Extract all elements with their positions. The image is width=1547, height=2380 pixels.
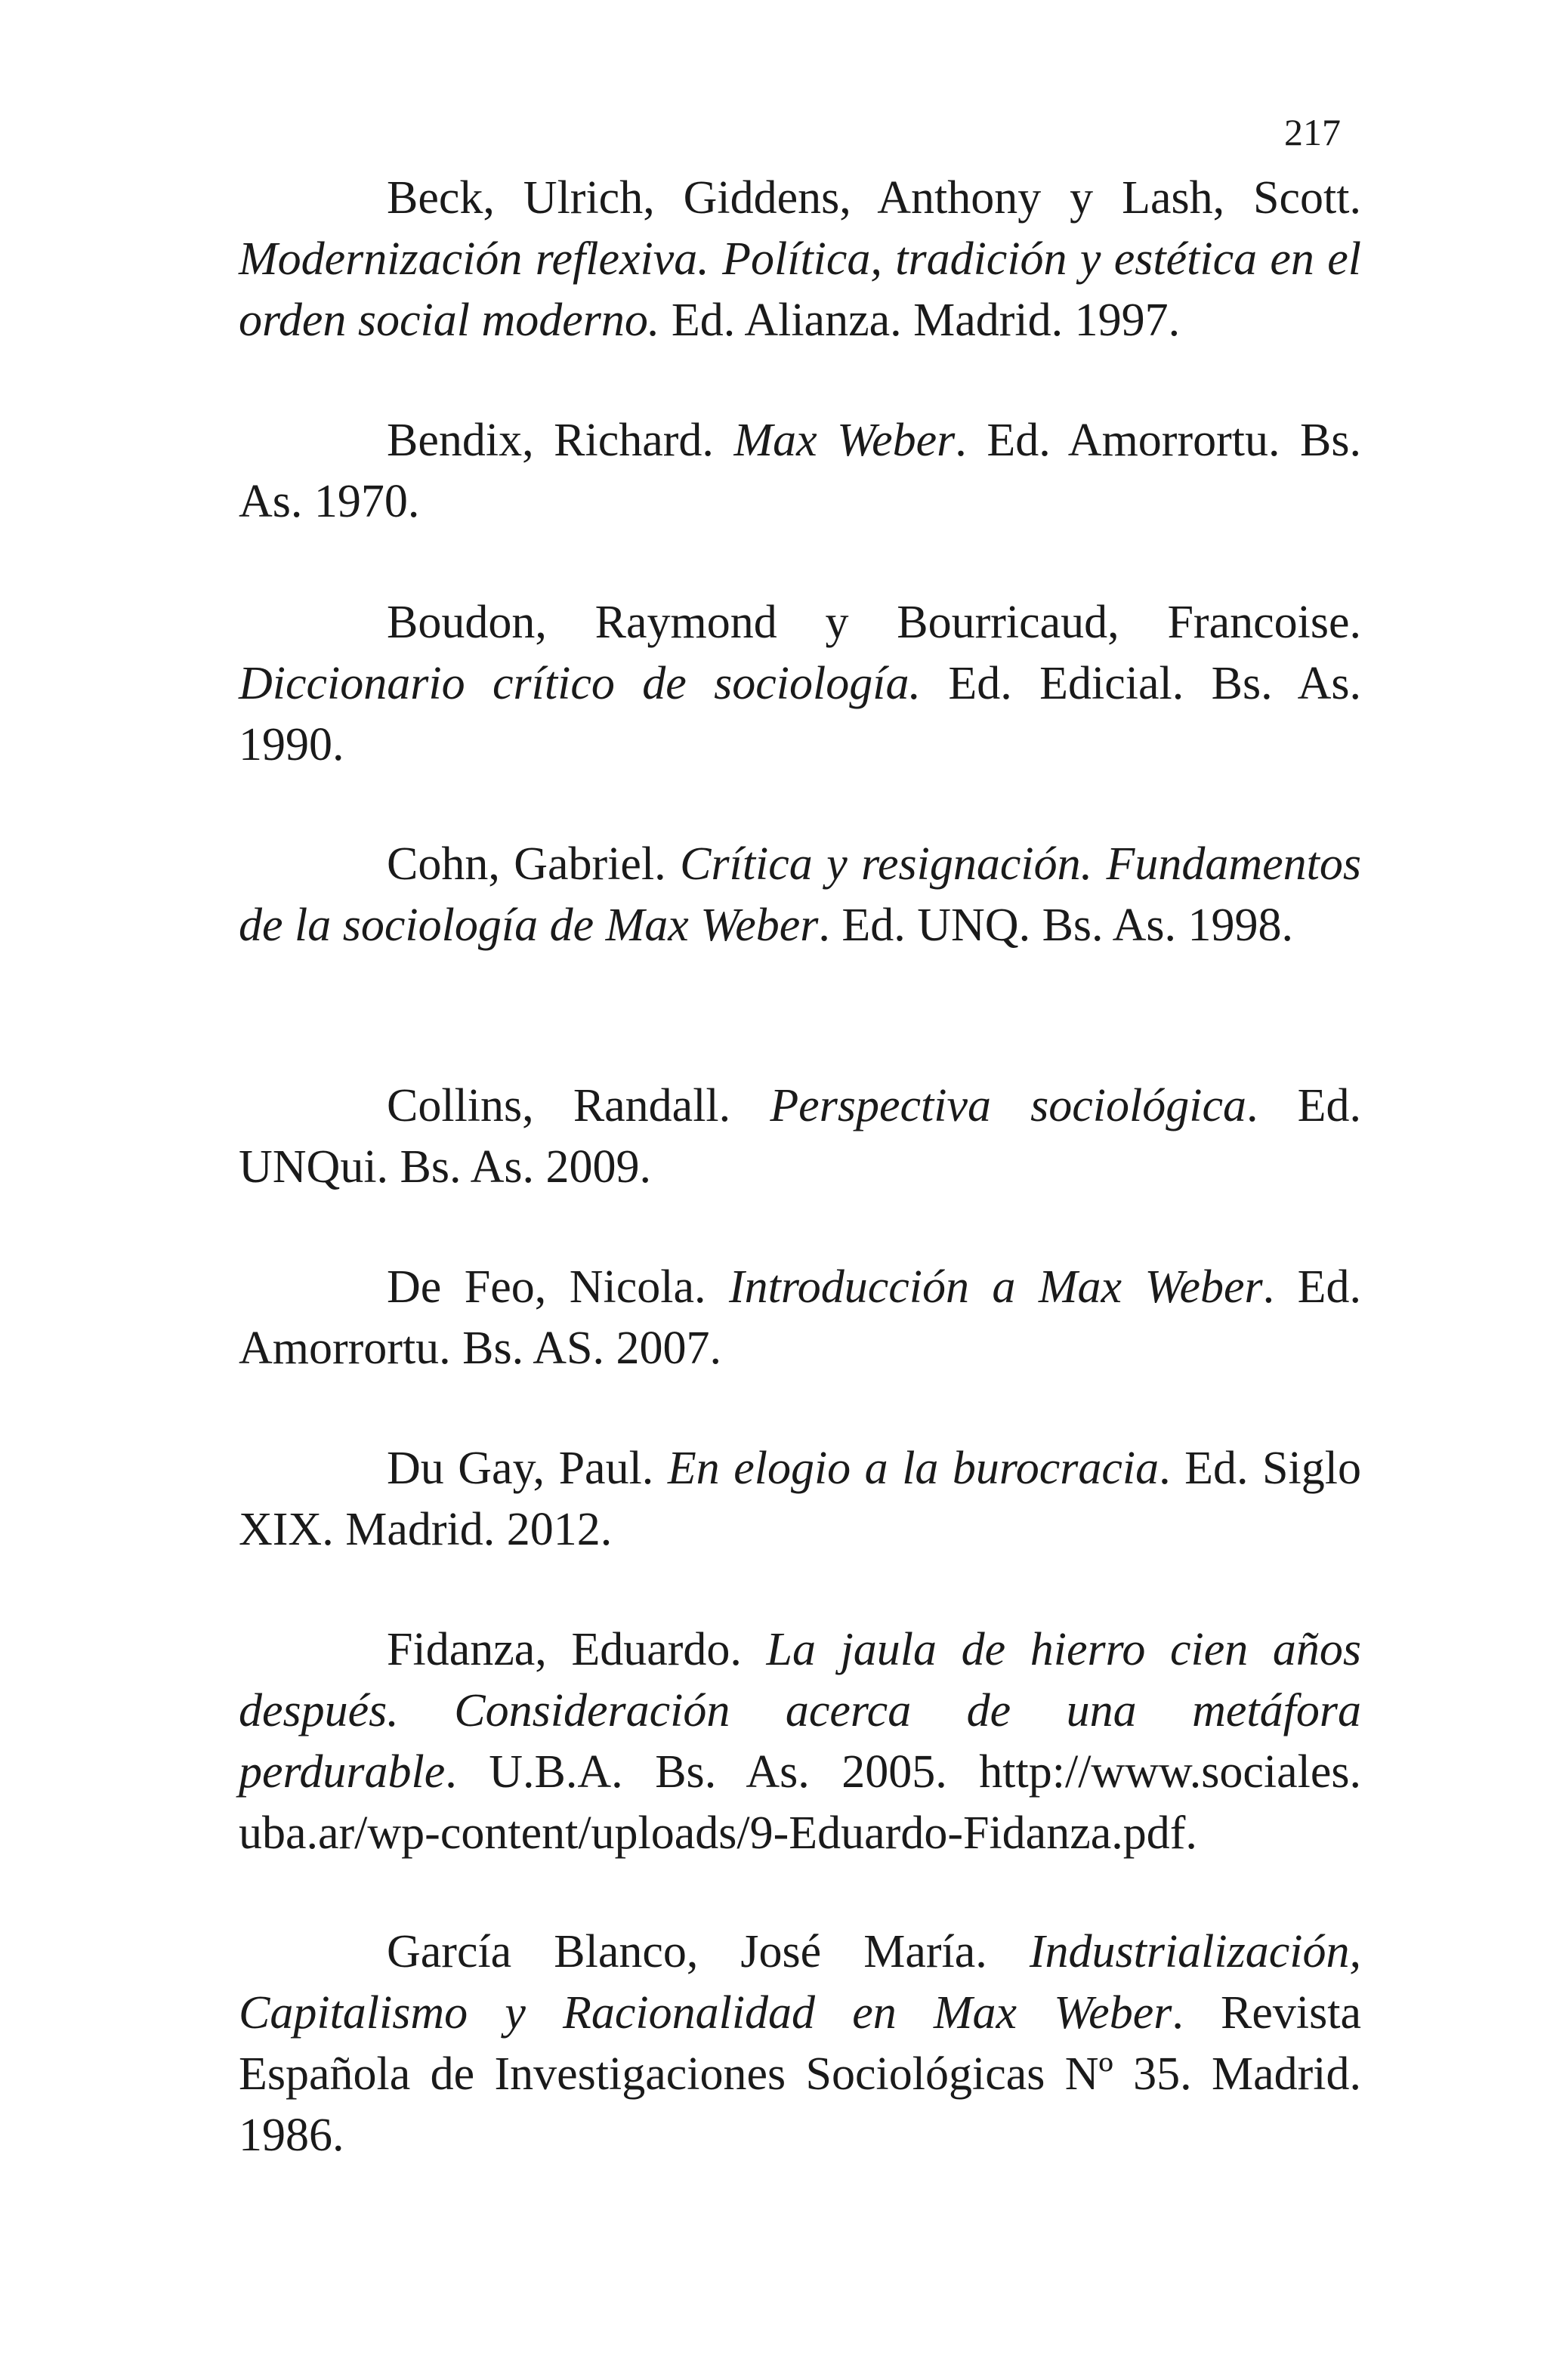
bibliography-entry-cohn <box>239 834 1361 956</box>
bibliography-entry-collins <box>239 1076 1361 1198</box>
entry-title: Diccionario crítico de sociología. <box>239 658 921 709</box>
entry-author: Du Gay, Paul. <box>387 1443 654 1494</box>
entry-title: Modernización reflexiva. Política, tradición y estética en el orden social moderno. <box>239 233 1361 346</box>
entry-publication: . Ed. Amorrortu. Bs. As. 1970. <box>239 415 1361 527</box>
entry-publication: . Ed. UNQui. Bs. As. 2009. <box>239 1080 1361 1193</box>
entry-author: Bendix, Richard. <box>387 415 714 466</box>
bibliography-entry-boudon <box>239 592 1361 776</box>
page-number: 217 <box>1284 111 1341 153</box>
entry-title: Max Weber <box>733 415 956 466</box>
entry-publication: . Ed. UNQ. Bs. As. 1998. <box>818 900 1294 951</box>
entry-author: Cohn, Gabriel. <box>387 838 666 890</box>
bibliography-entry-garcia-blanco <box>239 1922 1361 2166</box>
bibliography-entry-bendix <box>239 410 1361 532</box>
bibliography-entry-defeo <box>239 1257 1361 1379</box>
entry-title: Perspectiva sociológica <box>770 1080 1246 1131</box>
entry-title: Introducción a Max Weber <box>729 1261 1263 1313</box>
entry-author: Fidanza, Eduardo. <box>387 1624 742 1675</box>
entry-publication: . U.B.A. Bs. As. 2005. http://www.sociales. uba.ar/wp-content/uploads/9-Eduardo-Fidanza.pdf. <box>239 1746 1361 1859</box>
entry-title: En elogio a la burocracia <box>667 1443 1159 1494</box>
bibliography-entry-beck <box>239 168 1361 351</box>
entry-publication: Ed. Alianza. Madrid. 1997. <box>671 295 1181 346</box>
entry-author: Collins, Randall. <box>387 1080 731 1131</box>
entry-author: Beck, Ulrich, Giddens, Anthony y Lash, Scott. <box>387 172 1361 224</box>
bibliography-entry-fidanza <box>239 1619 1361 1864</box>
entry-author: Boudon, Raymond y Bourricaud, Francoise. <box>387 597 1361 648</box>
entry-title: Crítica y resignación. Fundamentos de la sociología de Max Weber <box>239 838 1362 951</box>
entry-author: De Feo, Nicola. <box>387 1261 706 1313</box>
entry-title: Industrialización, Capitalismo y Racionalidad en Max Weber <box>239 1926 1361 2039</box>
entry-publication: . Revista Española de Investigaciones Sociológicas Nº 35. Madrid. 1986. <box>239 1987 1361 2161</box>
entry-publication: Ed. Edicial. Bs. As. 1990. <box>239 658 1362 770</box>
entry-title: La jaula de hierro cien años después. Consideración acerca de una metáfora perdurable <box>239 1624 1361 1798</box>
entry-publication: . Ed. Siglo XIX. Madrid. 2012. <box>239 1443 1361 1555</box>
entry-publication: . Ed. Amorrortu. Bs. AS. 2007. <box>239 1261 1362 1374</box>
entry-author: García Blanco, José María. <box>387 1926 987 1977</box>
bibliography-entry-dugay <box>239 1438 1361 1560</box>
